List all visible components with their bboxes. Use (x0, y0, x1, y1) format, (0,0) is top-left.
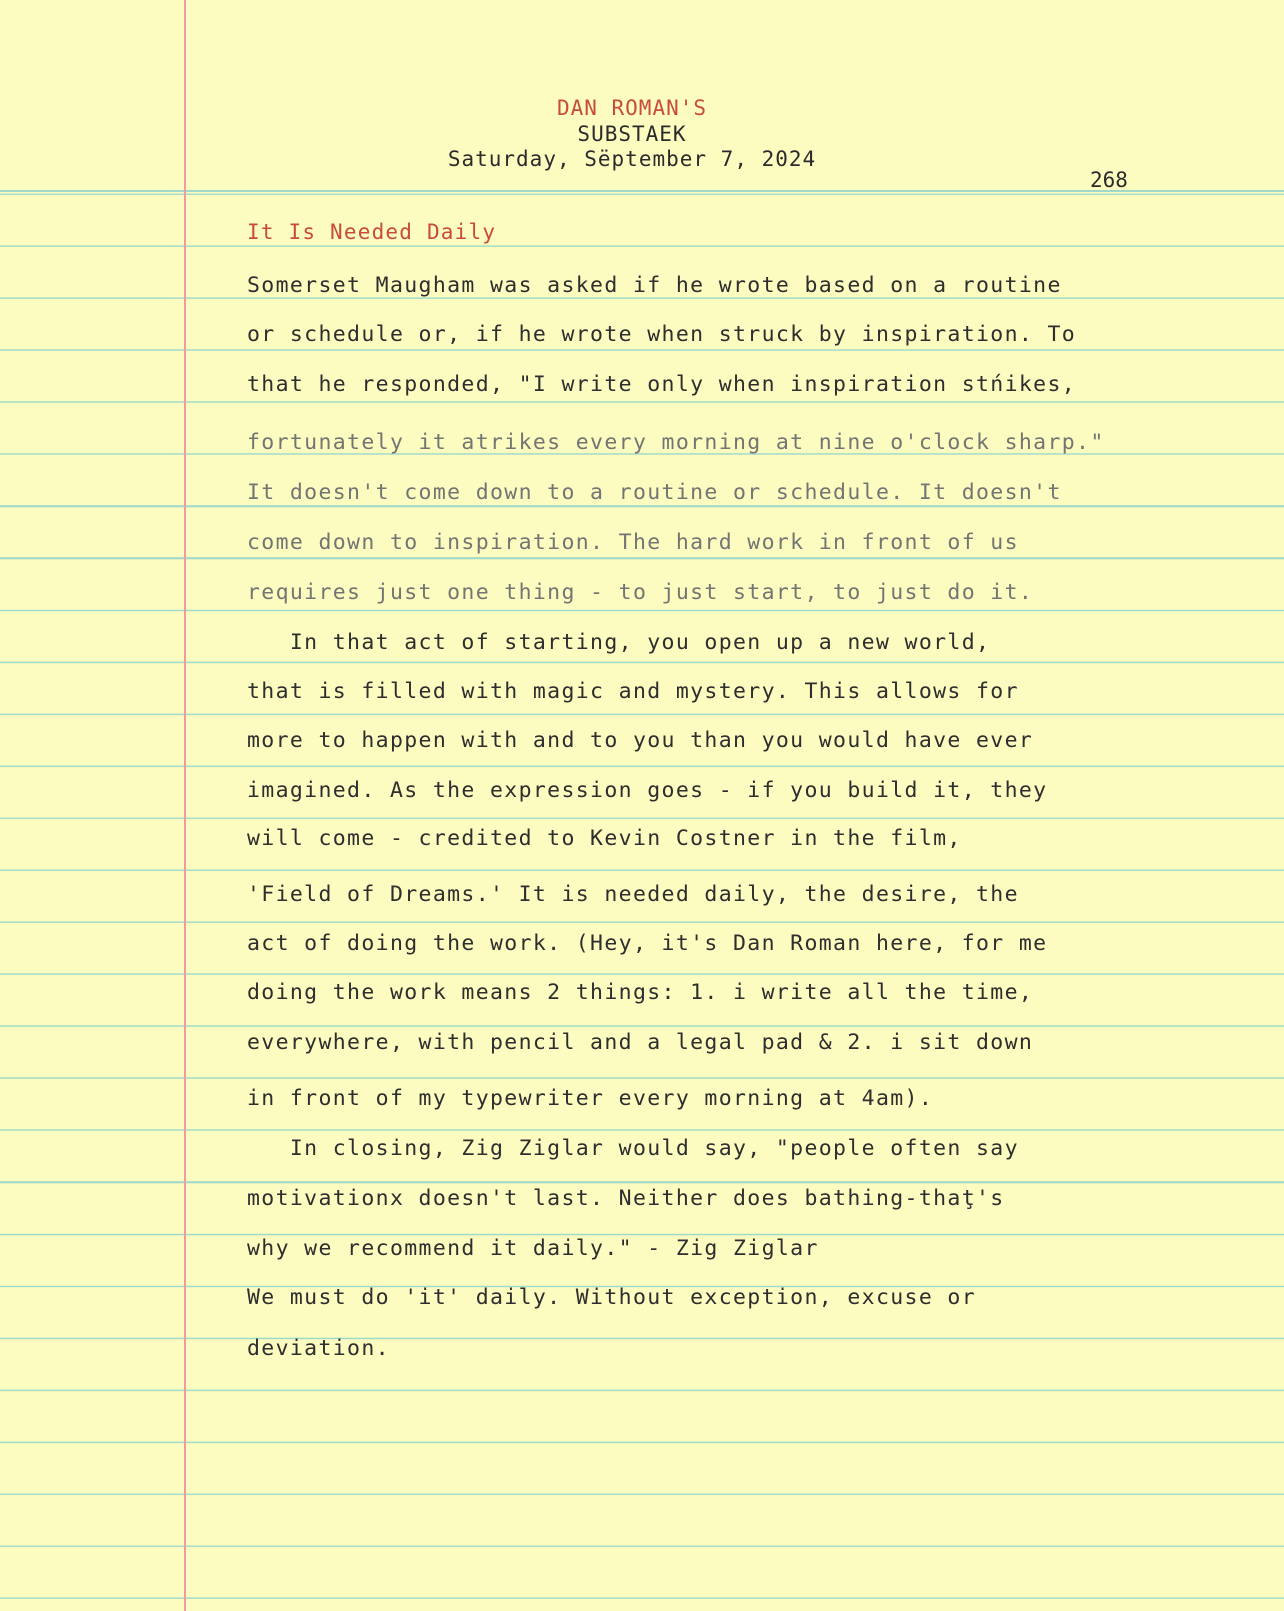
body-line-6: come down to inspiration. The hard work in front of us (247, 530, 1019, 555)
body-line-16: everywhere, with pencil and a legal pad & 2. i sit down (247, 1030, 1034, 1055)
publication-heading: SUBSTAEK (577, 122, 687, 146)
body-line-21: We must do 'it' daily. Without exception, excuse or (247, 1285, 976, 1310)
body-line-17: in front of my typewriter every morning at 4am). (247, 1086, 934, 1111)
date-heading: Saturday, Sëptember 7, 2024 (447, 147, 817, 171)
body-line-7: requires just one thing - to just start, to just do it. (247, 580, 1034, 605)
article-title: It Is Needed Daily (247, 220, 497, 244)
body-line-2: or schedule or, if he wrote when struck by inspiration. To (247, 322, 1077, 347)
page-number: 268 (1090, 168, 1128, 192)
body-line-5: It doesn't come down to a routine or schedule. It doesn't (247, 480, 1062, 505)
body-line-12: will come - credited to Kevin Costner in the film, (247, 826, 962, 851)
body-line-11: imagined. As the expression goes - if you build it, they (247, 778, 1048, 803)
body-line-14: act of doing the work. (Hey, it's Dan Roman here, for me (247, 931, 1048, 956)
body-line-9: that is filled with magic and mystery. This allows for (247, 679, 1019, 704)
body-line-10: more to happen with and to you than you would have ever (247, 728, 1034, 753)
body-line-22: deviation. (247, 1336, 390, 1361)
body-line-19: motivationx doesn't last. Neither does bathing-thaţ's (247, 1186, 1005, 1211)
body-line-1: Somerset Maugham was asked if he wrote based on a routine (247, 273, 1062, 298)
red-margin-line (184, 0, 186, 1611)
body-line-8: In that act of starting, you open up a new world, (247, 630, 991, 655)
body-line-3: that he responded, "I write only when inspiration stńikes, (247, 372, 1077, 397)
body-line-4: fortunately it atrikes every morning at nine o'clock sharp." (247, 430, 1105, 455)
body-line-18: In closing, Zig Ziglar would say, "people often say (247, 1136, 1019, 1161)
body-line-13: 'Field of Dreams.' It is needed daily, the desire, the (247, 882, 1019, 907)
author-heading: DAN ROMAN'S (556, 96, 708, 120)
body-line-15: doing the work means 2 things: 1. i write all the time, (247, 980, 1034, 1005)
body-line-20: why we recommend it daily." - Zig Ziglar (247, 1236, 819, 1261)
